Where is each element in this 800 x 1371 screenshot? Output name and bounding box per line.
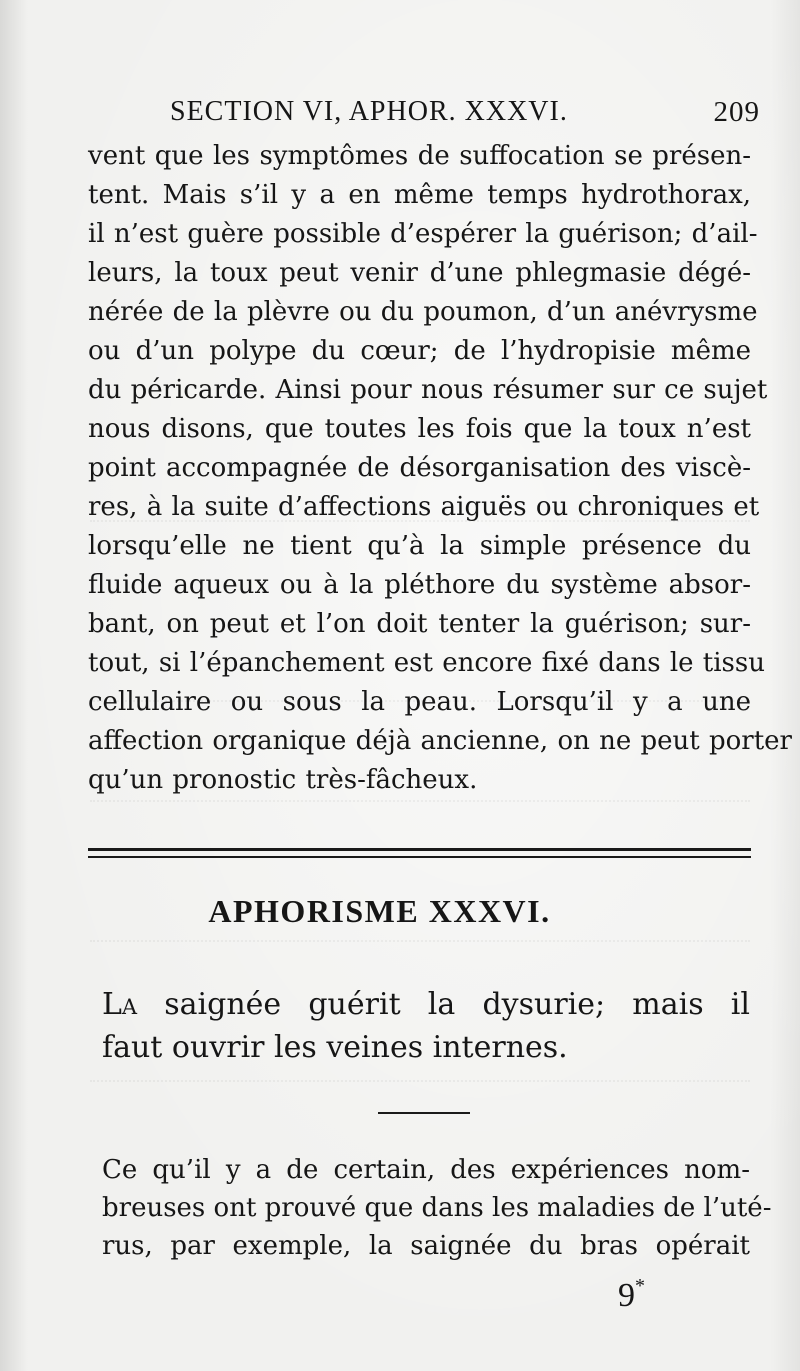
- text-line: lorsqu’elle ne tient qu’à la simple présence du: [88, 531, 751, 561]
- signature-mark: [618, 1275, 645, 1315]
- text-line: bant, on peut et l’on doit tenter la guérison; sur-: [88, 609, 751, 639]
- text-line: tout, si l’épanchement est encore fixé dans le tissu: [88, 648, 765, 678]
- text-line: tent. Mais s’il y a en même temps hydrothorax,: [88, 180, 751, 210]
- bleed-through-texture: [90, 940, 750, 954]
- bleed-through-texture: [90, 800, 750, 814]
- commentary-paragraph: [102, 1151, 772, 1265]
- text-line: ou d’un polype du cœur; de l’hydropisie même: [88, 336, 751, 366]
- aphorism-title: APHORISME XXXVI.: [208, 893, 551, 929]
- aphorism-line-rest: saignée guérit la dysurie; mais il: [137, 987, 750, 1022]
- text-line: cellulaire ou sous la peau. Lorsqu’il y a une: [88, 687, 751, 717]
- signature-number: 9: [618, 1277, 635, 1314]
- section-divider: [88, 848, 751, 858]
- text-line: Ce qu’il y a de certain, des expériences nom-: [102, 1155, 750, 1185]
- text-line: affection organique déjà ancienne, on ne peut porter: [88, 726, 792, 756]
- page-header: [150, 92, 760, 132]
- bleed-through-texture: [90, 1080, 750, 1094]
- running-head: SECTION VI, APHOR. XXXVI.: [170, 96, 568, 127]
- text-line: rus, par exemple, la saignée du bras opérait: [102, 1231, 750, 1261]
- text-line: il n’est guère possible d’espérer la guérison; d’ail-: [88, 219, 758, 249]
- text-line: du péricarde. Ainsi pour nous résumer sur ce sujet: [88, 375, 768, 405]
- page-number: 209: [713, 96, 760, 128]
- body-paragraph: [88, 137, 792, 800]
- text-line: point accompagnée de désorganisation des viscè-: [88, 453, 751, 483]
- text-line: leurs, la toux peut venir d’une phlegmasie dégé-: [88, 258, 751, 288]
- short-divider: [378, 1112, 470, 1114]
- text-line: res, à la suite d’affections aiguës ou chroniques et: [88, 492, 760, 522]
- aphorism-initial: La: [102, 987, 138, 1022]
- text-line: breuses ont prouvé que dans les maladies de l’uté-: [102, 1193, 772, 1223]
- text-line: nérée de la plèvre ou du poumon, d’un anévrysme: [88, 297, 758, 327]
- aphorism-text: [102, 983, 750, 1069]
- aphorism-line: [102, 983, 750, 1026]
- text-line: fluide aqueux ou à la pléthore du système absor-: [88, 570, 751, 600]
- text-line: nous disons, que toutes les fois que la toux n’est: [88, 414, 751, 444]
- aphorism-line: faut ouvrir les veines internes.: [102, 1030, 568, 1065]
- signature-star: *: [635, 1275, 645, 1297]
- text-line: vent que les symptômes de suffocation se présen-: [88, 141, 751, 171]
- text-line: qu’un pronostic très-fâcheux.: [88, 765, 478, 795]
